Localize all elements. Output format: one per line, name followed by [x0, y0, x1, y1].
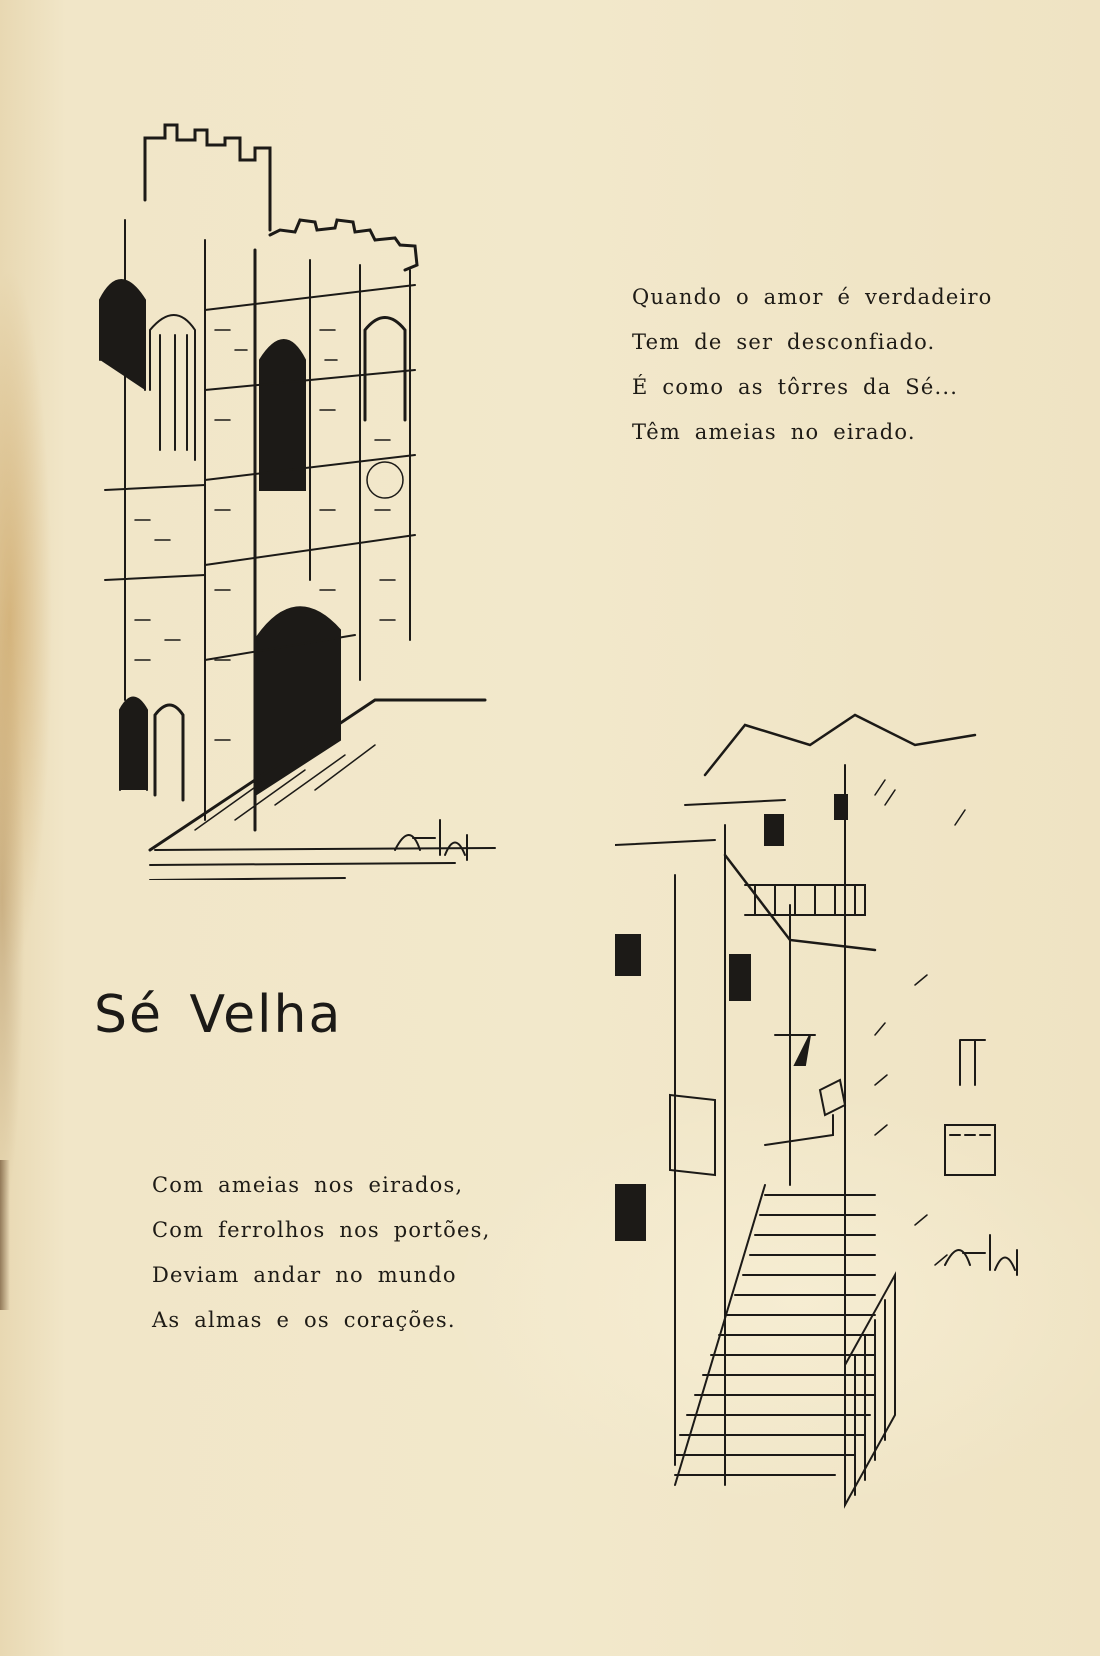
page-title: Sé Velha — [94, 985, 343, 1045]
verse-stanza-top — [632, 275, 993, 455]
verse-line: As almas e os corações. — [152, 1308, 456, 1332]
verse-line: Com ameias nos eirados, — [152, 1173, 464, 1197]
verse-line: Com ferrolhos nos portões, — [152, 1218, 491, 1242]
verse-line: Tem de ser desconfiado. — [632, 330, 936, 354]
verse-line: Quando o amor é verdadeiro — [632, 285, 993, 309]
torn-margin — [0, 1160, 10, 1310]
verse-stanza-bottom — [152, 1163, 490, 1343]
cathedral-tower-illustration — [95, 60, 515, 880]
alley-stairway-illustration — [615, 705, 1075, 1545]
verse-line: É como as tôrres da Sé... — [632, 375, 959, 399]
verse-line: Deviam andar no mundo — [152, 1263, 457, 1287]
verse-line: Têm ameias no eirado. — [632, 420, 916, 444]
